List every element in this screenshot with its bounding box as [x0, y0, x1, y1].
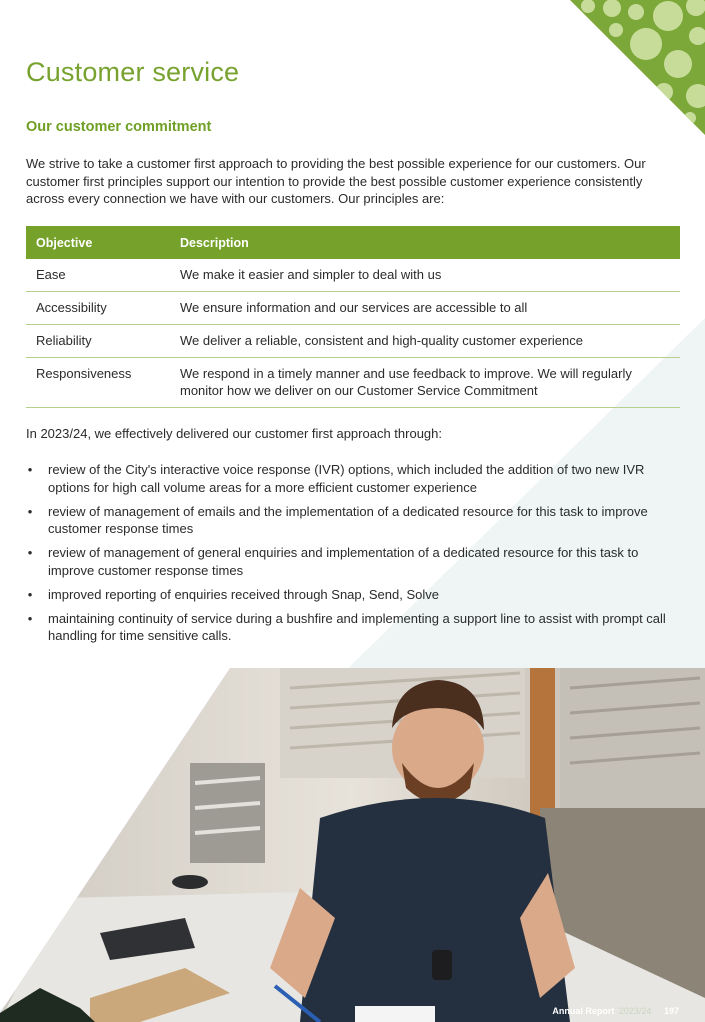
- list-item: [26, 461, 666, 496]
- table-header-row: [26, 226, 680, 259]
- list-item: [26, 544, 666, 579]
- table-row: [26, 292, 680, 325]
- page-footer: [552, 1006, 679, 1016]
- list-item-text: review of management of general enquiries and implementation of a dedicated resource for this task to improve customer response times: [48, 545, 639, 578]
- list-item: [26, 586, 666, 604]
- list-item-text: review of the City's interactive voice response (IVR) options, which included the addition of two new IVR options for high call volume areas for a more efficient customer experience: [48, 462, 645, 495]
- objective-cell: Ease: [26, 259, 170, 292]
- intro-paragraph: We strive to take a customer first approach to providing the best possible experience for our customers. Our customer first principles support our intention to provide the best possible customer experience consistently across every connection we have with our customers. Our principles are:: [26, 156, 646, 206]
- column-header-description: Description: [170, 226, 680, 259]
- section-heading: Our customer commitment: [26, 119, 212, 135]
- delivery-lead-paragraph: In 2023/24, we effectively delivered our customer first approach through:: [26, 426, 442, 441]
- table-row: [26, 259, 680, 292]
- table-row: [26, 358, 680, 408]
- list-item-text: maintaining continuity of service during a bushfire and implementing a support line to assist with prompt call handling for time sensitive calls.: [48, 610, 666, 643]
- bullet-icon: •: [27, 462, 33, 477]
- page-number: 197: [663, 1006, 679, 1016]
- bullet-icon: •: [27, 586, 33, 602]
- objective-cell: Reliability: [26, 325, 170, 358]
- list-item: [26, 503, 666, 538]
- page-title: Customer service: [26, 57, 240, 87]
- report-year: 2023/24: [618, 1006, 652, 1016]
- description-cell: We ensure information and our services are accessible to all: [170, 292, 680, 325]
- table-row: [26, 325, 680, 358]
- list-item: [26, 610, 666, 645]
- delivery-bullet-list: [26, 461, 666, 651]
- objectives-table: [26, 226, 680, 408]
- list-item-text: improved reporting of enquiries received through Snap, Send, Solve: [48, 586, 439, 602]
- objective-cell: Responsiveness: [26, 358, 170, 408]
- column-header-objective: Objective: [26, 226, 170, 259]
- description-cell: We make it easier and simpler to deal with us: [170, 259, 680, 292]
- objective-cell: Accessibility: [26, 292, 170, 325]
- report-label: Annual Report: [552, 1006, 615, 1016]
- bullet-icon: •: [27, 545, 33, 560]
- list-item-text: review of management of emails and the implementation of a dedicated resource for this task to improve customer response times: [48, 503, 648, 536]
- bullet-icon: •: [27, 610, 33, 626]
- bullet-icon: •: [27, 503, 33, 519]
- description-cell: We respond in a timely manner and use feedback to improve. We will regularly monitor how we deliver on our Customer Service Commitment: [170, 358, 680, 408]
- description-cell: We deliver a reliable, consistent and high-quality customer experience: [170, 325, 680, 358]
- corner-dots-graphic: [570, 0, 705, 135]
- customer-service-photo: [0, 668, 705, 1022]
